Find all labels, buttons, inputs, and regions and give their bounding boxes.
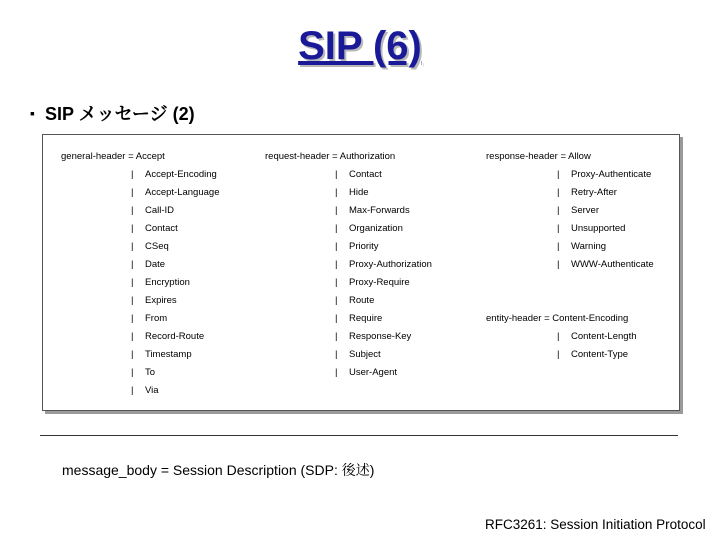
bullet-icon: ▪ bbox=[30, 105, 35, 121]
header-field-name: From bbox=[145, 313, 168, 324]
general-header-item bbox=[131, 349, 192, 360]
header-field-name: Expires bbox=[145, 295, 177, 306]
header-field-name: CSeq bbox=[145, 241, 169, 252]
general-header-item bbox=[131, 205, 174, 216]
request-header-item bbox=[335, 259, 432, 270]
header-field-name: Server bbox=[571, 205, 599, 216]
alternative-separator: | bbox=[131, 259, 134, 270]
general-header-item bbox=[131, 187, 219, 198]
alternative-separator: | bbox=[131, 205, 134, 216]
general-header-item bbox=[131, 367, 155, 378]
header-field-name: Record-Route bbox=[145, 331, 205, 342]
alternative-separator: | bbox=[131, 223, 134, 234]
header-field-name: Encryption bbox=[145, 277, 190, 288]
header-field-name: Content-Type bbox=[571, 349, 629, 360]
alternative-separator: | bbox=[557, 169, 560, 180]
alternative-separator: | bbox=[131, 277, 134, 288]
alternative-separator: | bbox=[131, 349, 134, 360]
header-field-name: Contact bbox=[349, 169, 382, 180]
header-field-name: User-Agent bbox=[349, 367, 398, 378]
footer-reference: RFC3261: Session Initiation Protocol bbox=[485, 517, 706, 532]
header-field-name: Route bbox=[349, 295, 375, 306]
alternative-separator: | bbox=[557, 205, 560, 216]
header-field-name: Retry-After bbox=[571, 187, 617, 198]
general-header-item bbox=[131, 277, 190, 288]
request-header-item bbox=[335, 205, 410, 216]
response-header-item bbox=[557, 241, 606, 252]
header-field-name: Unsupported bbox=[571, 223, 626, 234]
bullet-text: SIP メッセージ (2) bbox=[44, 104, 195, 124]
alternative-separator: | bbox=[131, 313, 134, 324]
request-header-item bbox=[335, 241, 379, 252]
header-field-name: Response-Key bbox=[349, 331, 412, 342]
entity-header-item bbox=[557, 349, 628, 360]
alternative-separator: | bbox=[335, 295, 338, 306]
alternative-separator: | bbox=[335, 241, 338, 252]
general-header-item bbox=[131, 169, 217, 180]
general-header-item bbox=[131, 295, 177, 306]
request-header-item bbox=[335, 313, 382, 324]
response-header-item bbox=[557, 187, 617, 198]
header-field-name: Priority bbox=[349, 241, 379, 252]
alternative-separator: | bbox=[335, 205, 338, 216]
response-header-item bbox=[557, 223, 625, 234]
alternative-separator: | bbox=[557, 349, 560, 360]
general-header-head: general-header = Accept bbox=[61, 151, 165, 162]
response-header-item bbox=[557, 169, 651, 180]
alternative-separator: | bbox=[335, 349, 338, 360]
alternative-separator: | bbox=[131, 331, 134, 342]
alternative-separator: | bbox=[557, 241, 560, 252]
header-field-name: Proxy-Authorization bbox=[349, 259, 432, 270]
alternative-separator: | bbox=[557, 187, 560, 198]
alternative-separator: | bbox=[131, 385, 134, 396]
alternative-separator: | bbox=[131, 295, 134, 306]
alternative-separator: | bbox=[335, 313, 338, 324]
alternative-separator: | bbox=[335, 259, 338, 270]
header-field-name: Contact bbox=[145, 223, 178, 234]
message-body-line: message_body = Session Description (SDP: 後述) bbox=[62, 462, 375, 478]
general-header-item bbox=[131, 313, 167, 324]
header-field-name: Subject bbox=[349, 349, 381, 360]
alternative-separator: | bbox=[335, 331, 338, 342]
header-field-name: Via bbox=[145, 385, 159, 396]
general-header-item bbox=[131, 259, 165, 270]
response-header-item bbox=[557, 205, 599, 216]
header-field-name: To bbox=[145, 367, 156, 378]
alternative-separator: | bbox=[335, 223, 338, 234]
header-field-name: Organization bbox=[349, 223, 403, 234]
response-header-head: response-header = Allow bbox=[486, 151, 591, 162]
request-header-head: request-header = Authorization bbox=[265, 151, 396, 162]
alternative-separator: | bbox=[335, 187, 338, 198]
bullet-heading bbox=[30, 100, 195, 126]
response-header-item bbox=[557, 259, 654, 270]
slide-title: SIP (6) bbox=[298, 24, 422, 68]
alternative-separator: | bbox=[335, 277, 338, 288]
header-field-name: Accept-Encoding bbox=[145, 169, 217, 180]
header-field-name: Warning bbox=[571, 241, 607, 252]
general-header-item bbox=[131, 331, 204, 342]
alternative-separator: | bbox=[131, 187, 134, 198]
header-field-name: Content-Length bbox=[571, 331, 637, 342]
header-field-name: Require bbox=[349, 313, 383, 324]
request-header-item bbox=[335, 295, 374, 306]
alternative-separator: | bbox=[131, 367, 134, 378]
header-field-name: Proxy-Require bbox=[349, 277, 410, 288]
request-header-item bbox=[335, 169, 382, 180]
alternative-separator: | bbox=[557, 331, 560, 342]
alternative-separator: | bbox=[335, 169, 338, 180]
header-field-name: Call-ID bbox=[145, 205, 175, 216]
header-field-name: Timestamp bbox=[145, 349, 192, 360]
header-field-name: Proxy-Authenticate bbox=[571, 169, 652, 180]
header-field-name: Date bbox=[145, 259, 166, 270]
request-header-item bbox=[335, 277, 410, 288]
general-header-item bbox=[131, 385, 159, 396]
alternative-separator: | bbox=[557, 259, 560, 270]
divider bbox=[40, 435, 678, 436]
header-field-name: Max-Forwards bbox=[349, 205, 410, 216]
entity-header-head: entity-header = Content-Encoding bbox=[486, 313, 629, 324]
entity-header-item bbox=[557, 331, 637, 342]
header-grammar-box bbox=[42, 134, 680, 411]
request-header-item bbox=[335, 187, 369, 198]
header-field-name: Hide bbox=[349, 187, 369, 198]
request-header-item bbox=[335, 367, 397, 378]
request-header-item bbox=[335, 331, 411, 342]
alternative-separator: | bbox=[131, 169, 134, 180]
request-header-item bbox=[335, 349, 381, 360]
alternative-separator: | bbox=[131, 241, 134, 252]
header-field-name: Accept-Language bbox=[145, 187, 220, 198]
header-field-name: WWW-Authenticate bbox=[571, 259, 654, 270]
general-header-item bbox=[131, 223, 178, 234]
general-header-item bbox=[131, 241, 169, 252]
request-header-item bbox=[335, 223, 403, 234]
alternative-separator: | bbox=[557, 223, 560, 234]
alternative-separator: | bbox=[335, 367, 338, 378]
